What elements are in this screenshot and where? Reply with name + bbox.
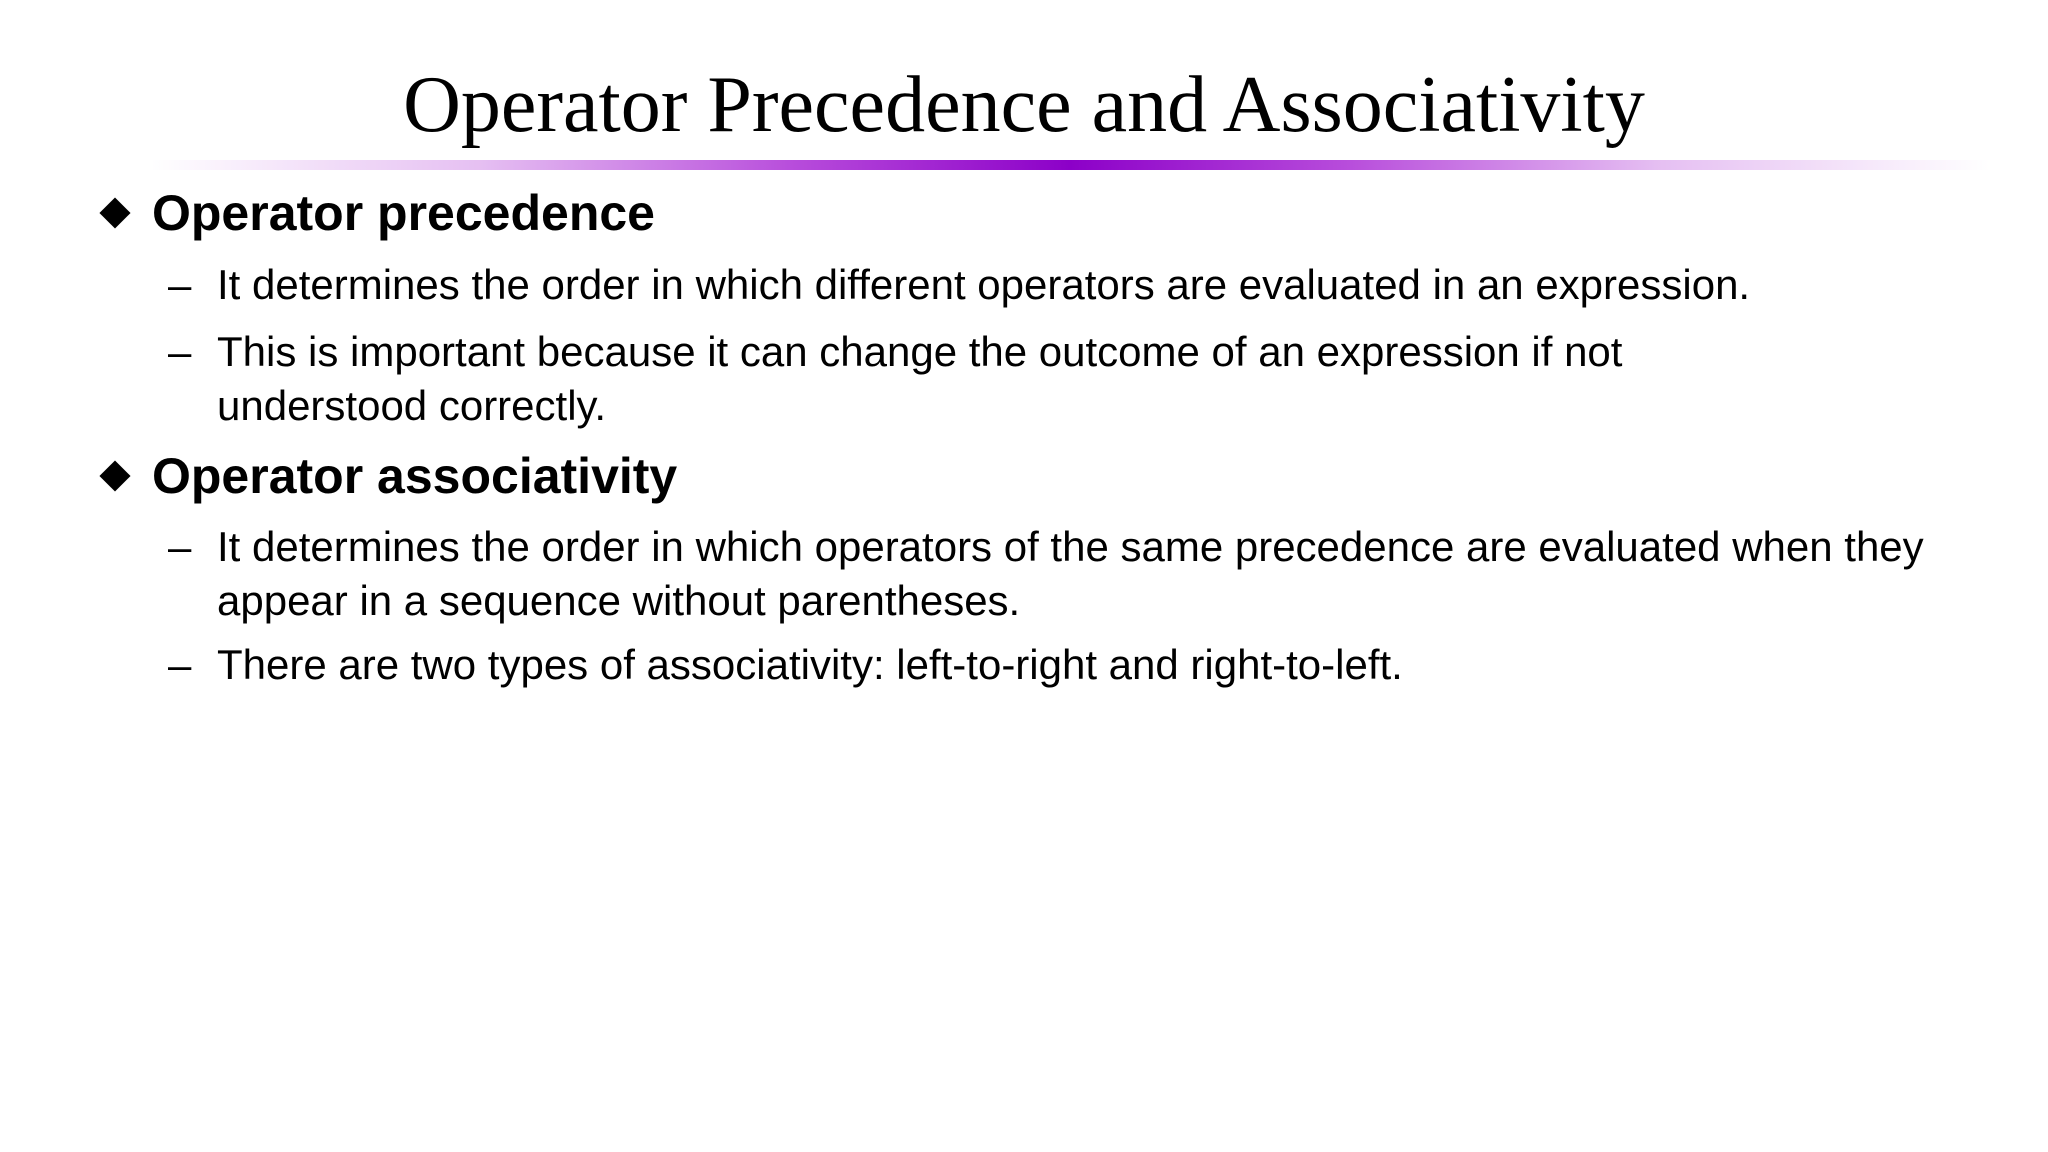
slide-title: Operator Precedence and Associativity (403, 61, 1645, 149)
dash-bullet-icon: – (168, 261, 192, 308)
diamond-bullet-icon (99, 197, 130, 228)
dash-bullet-icon: – (168, 328, 192, 375)
section-point: This is important because it can change the outcome of an expression if not understood correctly. (217, 328, 1623, 429)
dash-bullet-icon: – (168, 641, 192, 688)
section-point: It determines the order in which different operators are evaluated in an expression. (217, 261, 1751, 308)
section-heading: Operator associativity (152, 448, 678, 504)
title-underline (150, 160, 1990, 170)
section-point: It determines the order in which operators of the same precedence are evaluated when they appear in a sequence without parentheses. (217, 523, 1924, 624)
section-point: There are two types of associativity: left-to-right and right-to-left. (217, 641, 1403, 688)
section-heading: Operator precedence (152, 185, 655, 241)
diamond-bullet-icon (99, 460, 130, 491)
dash-bullet-icon: – (168, 523, 192, 570)
